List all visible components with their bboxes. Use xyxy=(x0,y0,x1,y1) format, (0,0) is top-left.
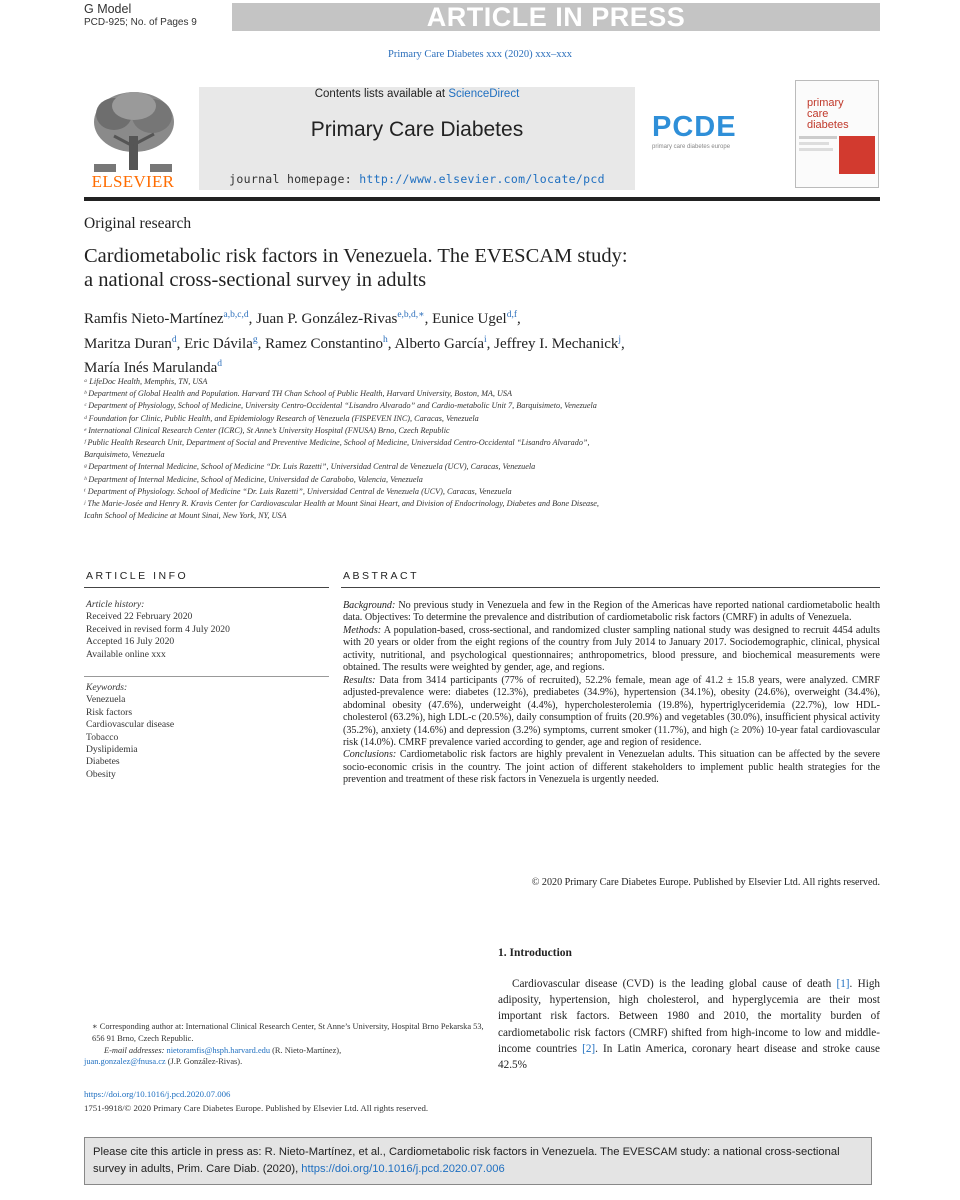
author-affiliation-marks[interactable]: d xyxy=(171,334,177,345)
article-title-line-1: Cardiometabolic risk factors in Venezuela. The EVESCAM study: xyxy=(84,245,628,267)
author-separator: , xyxy=(517,311,521,327)
author-name[interactable]: Ramez Constantino xyxy=(265,335,384,352)
journal-title: Primary Care Diabetes xyxy=(310,118,524,141)
author-line-2 xyxy=(84,330,880,355)
contents-prefix: Contents lists available at xyxy=(314,88,449,100)
sciencedirect-link[interactable]: ScienceDirect xyxy=(448,88,520,100)
keyword-item: Diabetes xyxy=(86,756,120,768)
author-line-3 xyxy=(84,354,880,379)
author-separator: , xyxy=(424,311,433,327)
author-name[interactable]: María Inés Marulanda xyxy=(84,360,218,376)
abstract-copyright: © 2020 Primary Care Diabetes Europe. Published by Elsevier Ltd. All rights reserved. xyxy=(531,877,880,888)
elsevier-wordmark: ELSEVIER xyxy=(91,172,175,191)
pcde-logo-subtitle: primary care diabetes europe xyxy=(652,144,731,150)
author-line-1 xyxy=(84,305,880,330)
affiliation-item: Icahn School of Medicine at Mount Sinai, New York, NY, USA xyxy=(84,511,287,521)
affiliation-item: ᵃ LifeDoc Health, Memphis, TN, USA xyxy=(84,377,208,386)
email-owner: (R. Nieto-Martínez), xyxy=(270,1045,342,1055)
corresponding-author-text: ∗ Corresponding author at: International Clinical Research Center, St Anne’s University, Hospital Brno Pekarska 53, 656 91 Brno, Czech Republic. xyxy=(92,1022,484,1043)
header-rule xyxy=(84,197,880,201)
article-info-rule xyxy=(84,587,329,588)
history-item: Accepted 16 July 2020 xyxy=(86,636,175,648)
affiliation-item: ᶠ Public Health Research Unit, Department of Social and Preventive Medicine, School of Medicine, Universidad Centro-Occidental “Lisandro Alvarado”, xyxy=(84,438,590,448)
contents-available-line xyxy=(199,88,635,100)
introduction-text xyxy=(498,976,880,1073)
affiliation-item: ⁱ Department of Physiology. School of Medicine “Dr. Luis Razetti”, Universidad Central de Venezuela (UCV), Caracas, Venezuela xyxy=(84,486,512,496)
author-affiliation-marks[interactable]: e,b,d,∗ xyxy=(397,310,425,320)
history-item: Available online xxx xyxy=(86,648,166,660)
intro-text-part: . High adiposity, hypertension, high cholesterol, and hyperglycemia are their most important risk factors. Between 1980 and 2010, the mortality burden of cardiometabolic risk factors (CMRF) shifted from high-income to low and middle-income countries xyxy=(498,978,880,1055)
keyword-item: Risk factors xyxy=(86,706,133,718)
keyword-item: Dyslipidemia xyxy=(86,744,138,756)
history-item: Received in revised form 4 July 2020 xyxy=(86,623,230,635)
g-model-label: G Model xyxy=(84,2,132,16)
abstract-conclusions-text: Cardiometabolic risk factors are highly prevalent in Venezuelan adults. This situation can be affected by the severe socio-economic crisis in the country. The joint action of different stakeholders to implement public health strategies for the prevention and treatment of these risk factors in Venezuela is urgently needed. xyxy=(343,749,880,786)
author-name[interactable]: Maritza Duran xyxy=(84,335,172,352)
issn-copyright: 1751-9918/© 2020 Primary Care Diabetes Europe. Published by Elsevier Ltd. All rights reserved. xyxy=(84,1103,429,1113)
article-in-press-banner: ARTICLE IN PRESS xyxy=(232,3,880,31)
author-name[interactable]: Jeffrey I. Mechanick xyxy=(494,335,619,352)
abstract-conclusions-label: Conclusions: xyxy=(343,749,397,761)
intro-text-part: . In Latin America, coronary heart disease and stroke cause 42.5% xyxy=(498,1042,880,1072)
article-type: Original research xyxy=(84,215,192,232)
abstract-methods-label: Methods: xyxy=(343,624,382,636)
cover-title-line-3: diabetes xyxy=(807,119,849,131)
abstract-background-label: Background: xyxy=(343,600,396,611)
affiliation-item: ᵇ Department of Global Health and Population. Harvard TH Chan School of Public Health, Harvard University, Boston, MA, USA xyxy=(84,389,512,399)
abstract-background xyxy=(343,600,880,625)
abstract-rule xyxy=(341,587,880,588)
author-affiliation-marks[interactable]: a,b,c,d xyxy=(223,310,249,320)
author-separator: , xyxy=(621,335,625,352)
keyword-item: Obesity xyxy=(86,768,116,780)
email-label: E-mail addresses: xyxy=(104,1045,167,1055)
corresponding-author-footnote xyxy=(84,1021,484,1068)
author-affiliation-marks[interactable]: h xyxy=(383,334,388,345)
article-title xyxy=(84,244,880,292)
author-name[interactable]: Eric Dávila xyxy=(184,335,253,352)
author-separator: , xyxy=(486,335,495,352)
homepage-link[interactable]: http://www.elsevier.com/locate/pcd xyxy=(359,172,605,186)
abstract-heading: ABSTRACT xyxy=(343,570,420,582)
affiliation-item: ᵈ Foundation for Clinic, Public Health, and Epidemiology Research of Venezuela (FISPEVEN INC), Caracas, Venezuela xyxy=(84,413,479,423)
reference-link[interactable]: [1] xyxy=(836,978,850,990)
journal-homepage-line xyxy=(199,172,635,186)
affiliations-list xyxy=(84,376,784,522)
abstract-background-text: No previous study in Venezuela and few in the Region of the Americas have reported national cardiometabolic health data. Objectives: To determine the prevalence and distribution of cardiometabolic risk factors (CMRF) in adults of Venezuela. xyxy=(343,600,880,624)
keyword-item: Tobacco xyxy=(86,731,119,743)
author-name[interactable]: Alberto García xyxy=(394,335,484,352)
abstract-methods xyxy=(343,625,880,675)
email-link[interactable]: nietoramfis@hsph.harvard.edu xyxy=(166,1045,271,1055)
affiliation-item: ᵉ International Clinical Research Center (ICRC), St Anne’s University Hospital (FNUSA) Brno, Czech Republic xyxy=(84,425,450,435)
homepage-prefix: journal homepage: xyxy=(229,172,360,186)
author-affiliation-marks[interactable]: j xyxy=(618,334,622,345)
author-separator: , xyxy=(387,335,395,352)
author-name[interactable]: Ramfis Nieto-Martínez xyxy=(84,311,224,327)
intro-text-part: Cardiovascular disease (CVD) is the leading global cause of death xyxy=(512,978,837,990)
cite-this-article-box xyxy=(84,1137,872,1185)
introduction-heading: 1. Introduction xyxy=(498,947,572,959)
keyword-item: Venezuela xyxy=(86,694,126,706)
article-info-heading: ARTICLE INFO xyxy=(86,570,189,582)
email-owner: (J.P. González-Rivas). xyxy=(165,1057,243,1067)
doi-link[interactable]: https://doi.org/10.1016/j.pcd.2020.07.006 xyxy=(84,1089,231,1099)
affiliation-item: ᶜ Department of Physiology, School of Medicine, University Centro-Occidental “Lisandro Alvarado” and Cardio-metabolic Unit 7, Barquisimeto, Venezuela xyxy=(84,401,597,411)
affiliation-item: Barquisimeto, Venezuela xyxy=(84,450,165,460)
author-list xyxy=(84,305,880,379)
pcd-code: PCD-925; No. of Pages 9 xyxy=(84,17,197,28)
reference-link[interactable]: [2] xyxy=(582,1042,596,1055)
article-history-label: Article history: xyxy=(86,599,145,610)
author-name[interactable]: Eunice Ugel xyxy=(432,311,507,327)
keywords-block xyxy=(86,682,326,781)
article-history xyxy=(86,599,326,661)
history-item: Received 22 February 2020 xyxy=(86,611,193,623)
abstract-body xyxy=(343,600,880,787)
abstract-conclusions xyxy=(343,749,880,786)
affiliation-item: ʲ The Marie-Josée and Henry R. Kravis Center for Cardiovascular Health at Mount Sinai Heart, and Division of Endocrinology, Diabetes and Bone Disease, xyxy=(84,499,599,509)
author-separator: , xyxy=(257,335,266,352)
author-affiliation-marks[interactable]: i xyxy=(484,334,487,345)
author-affiliation-marks[interactable]: d,f xyxy=(506,310,517,320)
cite-text: Please cite this article in press as: R. Nieto-Martínez, et al., Cardiometabolic risk factors in Venezuela. The EVESCAM study: a national cross-sectional survey in adults, Prim. Care Diab. (2020), xyxy=(93,1146,840,1175)
email-link[interactable]: juan.gonzalez@fnusa.cz xyxy=(84,1057,166,1067)
author-separator: , xyxy=(248,311,257,327)
affiliation-item: ᵍ Department of Internal Medicine, School of Medicine “Dr. Luis Razetti”, Universidad Central de Venezuela (UCV), Caracas, Venezuela xyxy=(84,462,536,472)
pcde-logo xyxy=(650,108,766,154)
abstract-results xyxy=(343,675,880,750)
article-title-line-2: a national cross-sectional survey in adults xyxy=(84,269,427,291)
cite-doi-link[interactable]: https://doi.org/10.1016/j.pcd.2020.07.006 xyxy=(301,1162,505,1175)
author-affiliation-marks[interactable]: g xyxy=(252,334,258,345)
affiliation-item: ʰ Department of Internal Medicine, School of Medicine, Universidad de Carabobo, Valencia, Venezuela xyxy=(84,474,423,484)
journal-cover-thumbnail xyxy=(795,80,879,188)
cover-title-line-2: care xyxy=(807,108,829,120)
keyword-item: Cardiovascular disease xyxy=(86,719,175,731)
abstract-methods-text: A population-based, cross-sectional, and randomized cluster sampling national study was designed to recruit 4454 adults with 20 years or older from the eight regions of the country from July 2014 to January 2017. Sociodemographic, clinical, physical activity, nutritional, and psychological questionnaires; anthropometrics, blood pressure, and biochemical measurements were obtained. The results were weighted by gender, age, and regions. xyxy=(343,624,880,674)
author-affiliation-marks[interactable]: d xyxy=(217,359,223,369)
abstract-results-label: Results: xyxy=(343,674,376,686)
author-separator: , xyxy=(176,335,185,352)
journal-citation-line[interactable]: Primary Care Diabetes xxx (2020) xxx–xxx xyxy=(387,49,572,60)
abstract-results-text: Data from 3414 participants (77% of recruited), 52.2% female, mean age of 41.2 ± 15.8 years, were analyzed. CMRF adjusted-prevalence were: diabetes (12.3%), prediabetes (34.9%), hypertension (34.1%), obesity (24.6%), overweight (34.4%), abdominal obesity (47.6%), underweight (4.4%), hypercholesterolemia (19.8%), hypertriglyceridemia (22.7%), low HDL-cholesterol (63.2%), high LDL-c (20.5%), daily consumption of fruits (20.9%) and vegetables (30.0%), insufficient physical activity (35.2%), anxiety (14.6%) and depression (3.2%) symptoms, current smoker (11.7%), and high (≥ 20%) 10-year fatal cardiovascular risk (14.0%). CMRF prevalence varied according to gender, age and region of residence. xyxy=(343,674,880,748)
pcde-logo-text: PCDE xyxy=(652,111,737,143)
article-info-divider xyxy=(84,676,329,677)
keywords-label: Keywords: xyxy=(86,682,128,693)
cover-title-line-1: primary xyxy=(807,97,844,109)
author-name[interactable]: Juan P. González-Rivas xyxy=(256,311,398,327)
